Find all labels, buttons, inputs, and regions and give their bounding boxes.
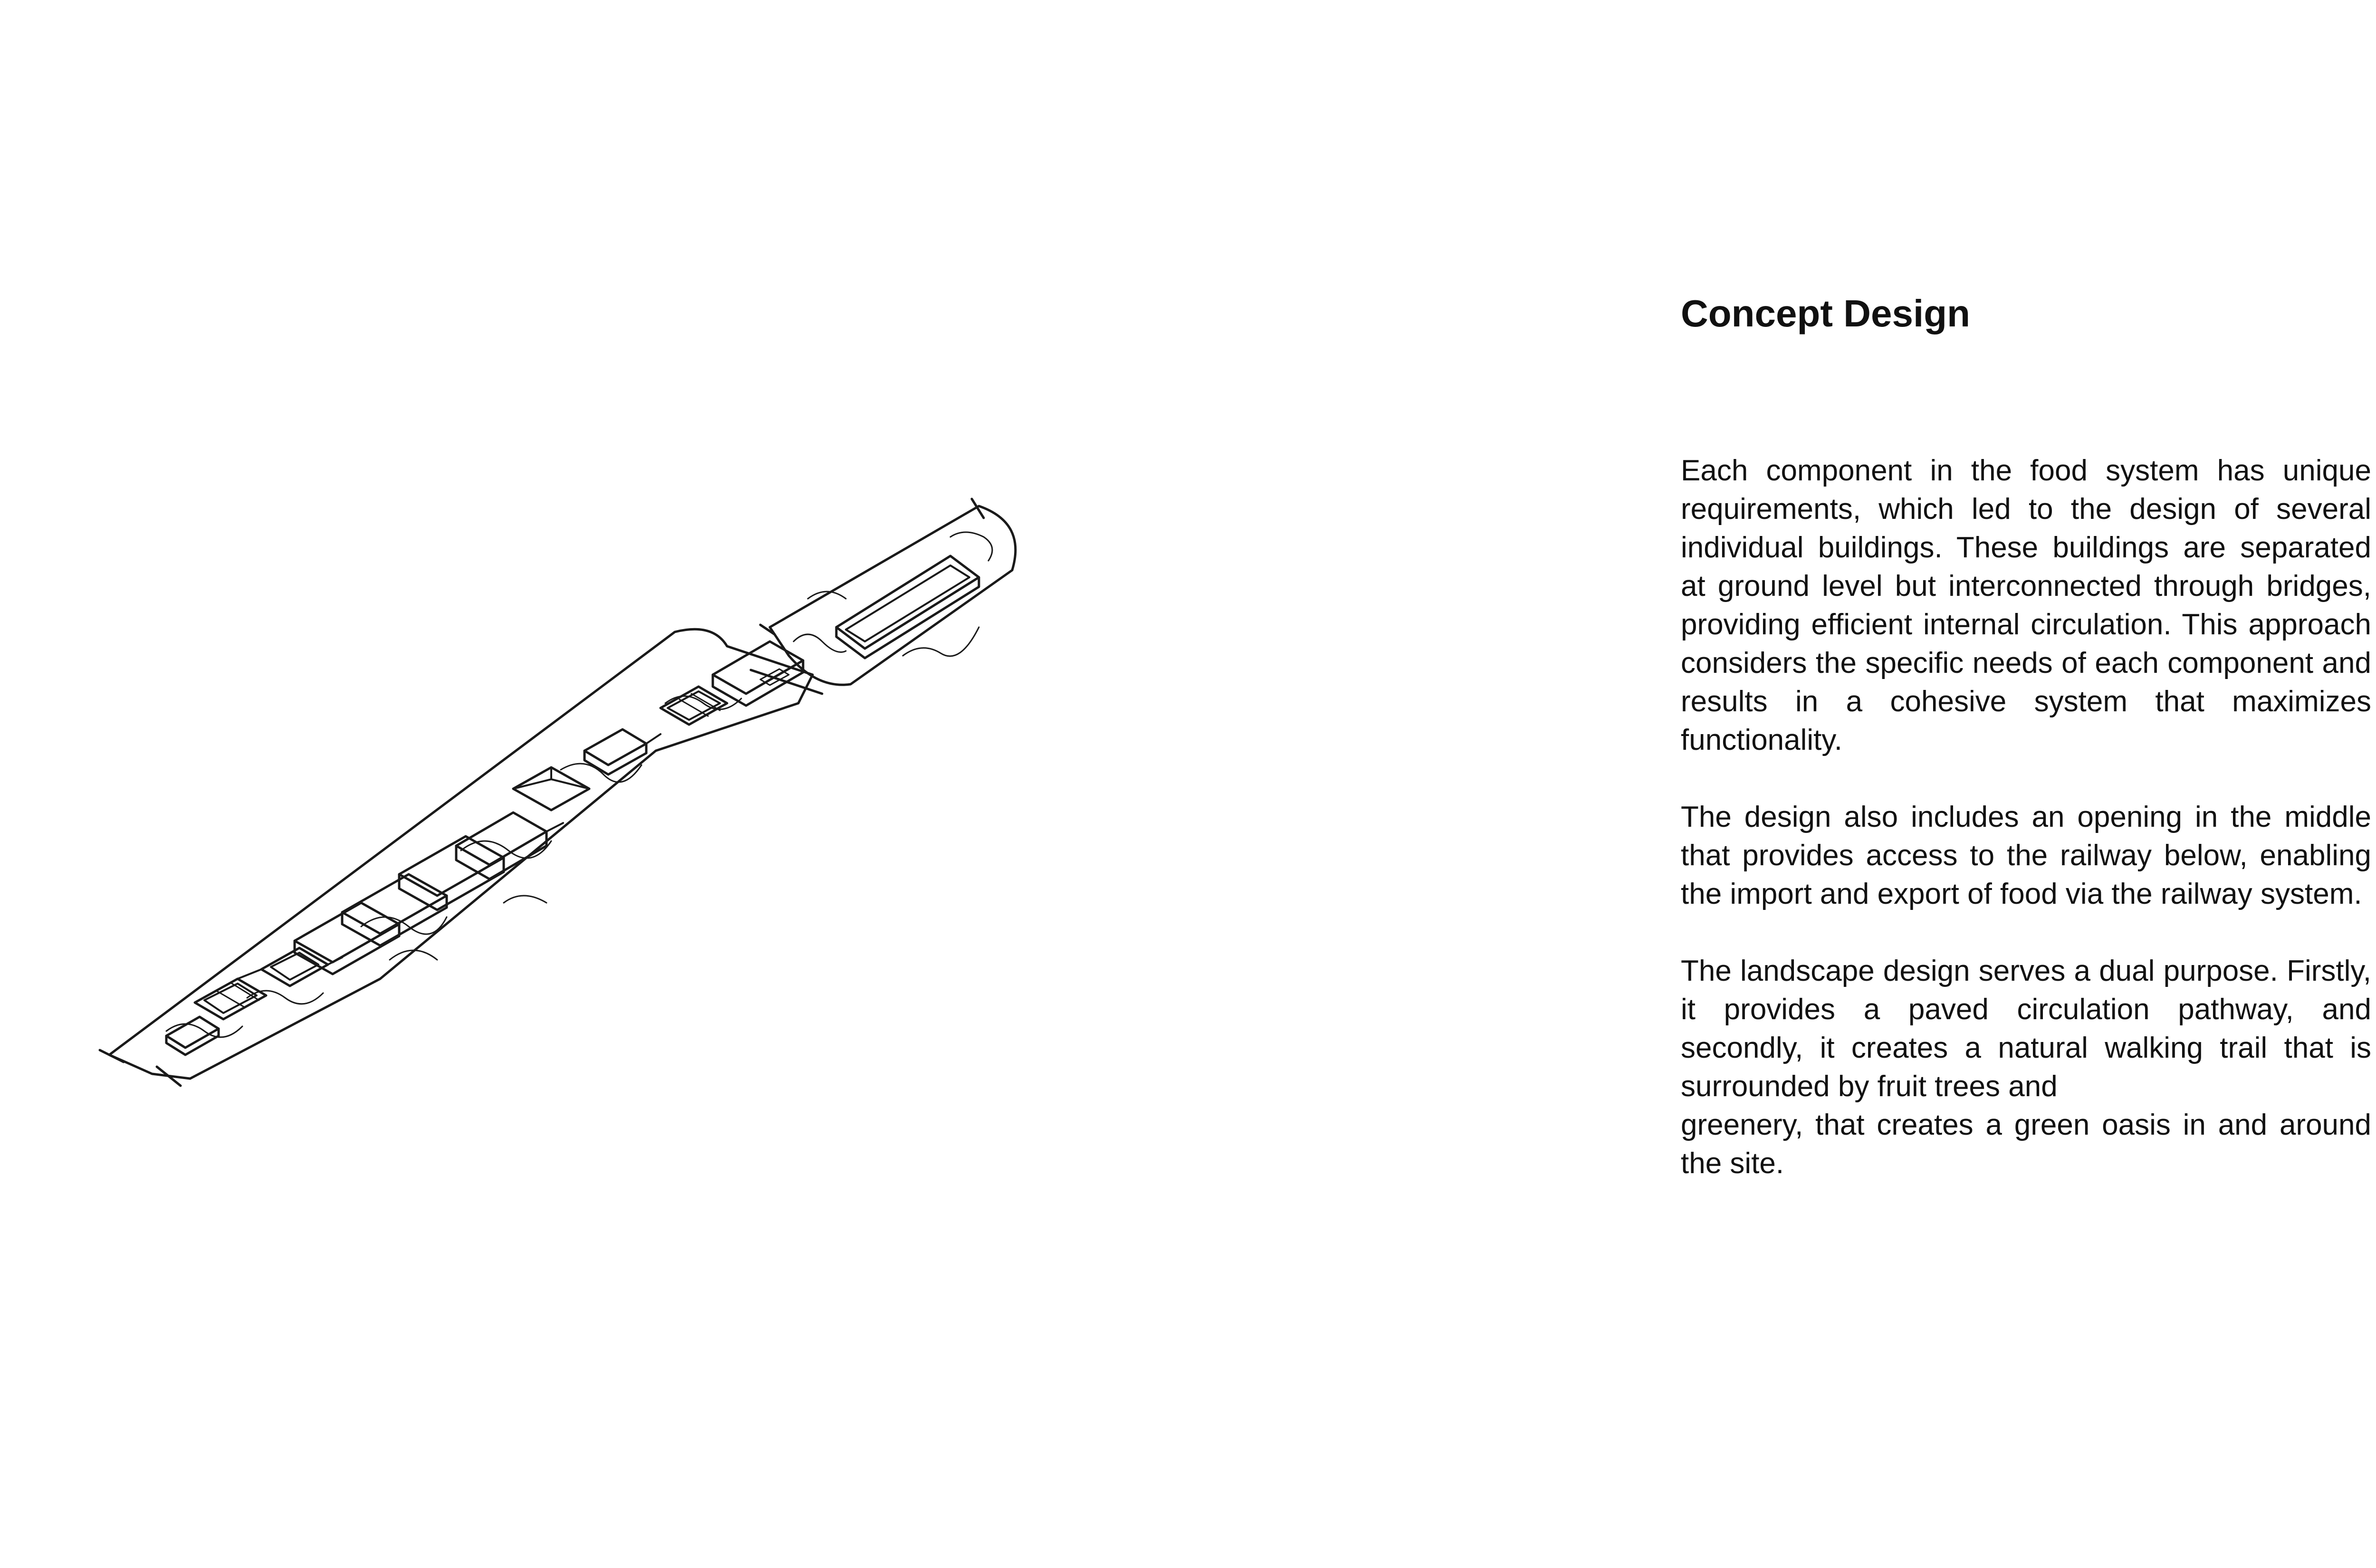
- main-site-strip: [100, 629, 822, 1086]
- building-row: [166, 641, 803, 1055]
- concept-sketch-figure: [95, 485, 1074, 1131]
- text-column: [1681, 285, 2371, 1180]
- body-text: [1681, 451, 2371, 1221]
- page-title: Concept Design: [1681, 292, 1970, 335]
- paragraph-railway-opening: The design also includes an opening in the middle that provides access to the railway below, enabling the import and export of food via the railway system.: [1681, 801, 2371, 910]
- axonometric-site-sketch-icon: [95, 485, 1074, 1131]
- paragraph-food-system: Each component in the food system has unique requirements, which led to the design of several individual buildings. These buildings are separated at ground level but interconnected through bridges, providing efficient internal circulation. This approach considers the specific needs of each component and results in a cohesive system that maximizes functionality.: [1681, 454, 2371, 756]
- paragraph-landscape: The landscape design serves a dual purpose. Firstly, it provides a paved circulation pathway, and secondly, it creates a natural walking trail that is surrounded by fruit trees and: [1681, 955, 2371, 1103]
- paragraph-landscape-continued: greenery, that creates a green oasis in and around the site.: [1681, 1109, 2371, 1180]
